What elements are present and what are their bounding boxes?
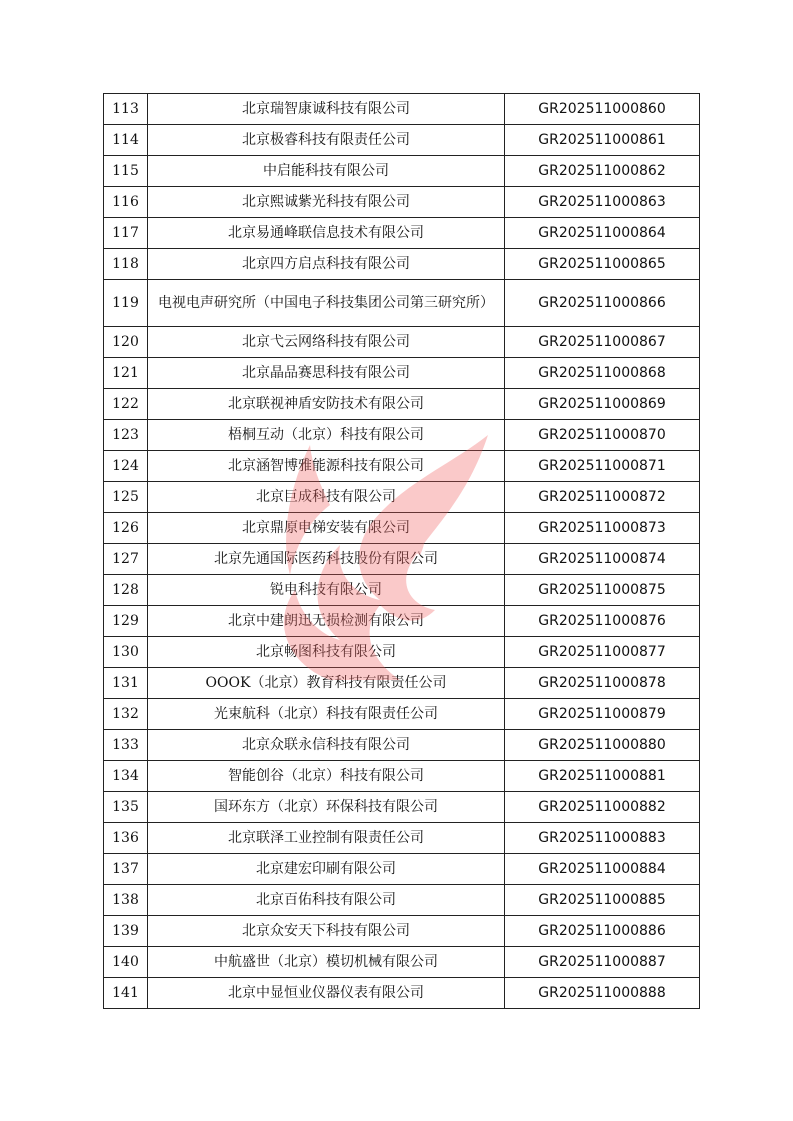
certificate-number: GR202511000863 — [505, 187, 700, 218]
table-row — [104, 668, 700, 699]
row-number: 121 — [104, 358, 148, 389]
certificate-number: GR202511000883 — [505, 823, 700, 854]
table-row — [104, 544, 700, 575]
company-name: 北京联视神盾安防技术有限公司 — [148, 389, 505, 420]
company-name: 北京百佑科技有限公司 — [148, 885, 505, 916]
row-number: 140 — [104, 947, 148, 978]
table-row — [104, 280, 700, 327]
company-name: 北京鼎原电梯安装有限公司 — [148, 513, 505, 544]
row-number: 135 — [104, 792, 148, 823]
certificate-number: GR202511000882 — [505, 792, 700, 823]
row-number: 136 — [104, 823, 148, 854]
certificate-number: GR202511000869 — [505, 389, 700, 420]
table-row — [104, 699, 700, 730]
certificate-number: GR202511000862 — [505, 156, 700, 187]
table-row — [104, 187, 700, 218]
certificate-number: GR202511000881 — [505, 761, 700, 792]
certificate-number: GR202511000864 — [505, 218, 700, 249]
row-number: 119 — [104, 280, 148, 327]
table-row — [104, 978, 700, 1009]
company-name: 北京畅图科技有限公司 — [148, 637, 505, 668]
row-number: 141 — [104, 978, 148, 1009]
row-number: 115 — [104, 156, 148, 187]
table-row — [104, 327, 700, 358]
company-name: 电视电声研究所（中国电子科技集团公司第三研究所） — [148, 280, 505, 327]
row-number: 132 — [104, 699, 148, 730]
row-number: 137 — [104, 854, 148, 885]
company-name: 北京弋云网络科技有限公司 — [148, 327, 505, 358]
certificate-number: GR202511000868 — [505, 358, 700, 389]
certificate-number: GR202511000874 — [505, 544, 700, 575]
table-row — [104, 947, 700, 978]
company-name: 智能创谷（北京）科技有限公司 — [148, 761, 505, 792]
row-number: 139 — [104, 916, 148, 947]
table-row — [104, 823, 700, 854]
table-row — [104, 854, 700, 885]
table-row — [104, 482, 700, 513]
certificate-number: GR202511000866 — [505, 280, 700, 327]
company-name: 北京中显恒业仪器仪表有限公司 — [148, 978, 505, 1009]
table-row — [104, 513, 700, 544]
table-row — [104, 389, 700, 420]
certificate-number: GR202511000867 — [505, 327, 700, 358]
table-row — [104, 358, 700, 389]
certificate-number: GR202511000888 — [505, 978, 700, 1009]
certificate-number: GR202511000886 — [505, 916, 700, 947]
certificate-number: GR202511000860 — [505, 94, 700, 125]
table-row — [104, 761, 700, 792]
row-number: 133 — [104, 730, 148, 761]
certificate-number: GR202511000861 — [505, 125, 700, 156]
row-number: 120 — [104, 327, 148, 358]
row-number: 113 — [104, 94, 148, 125]
company-name: 北京晶品赛思科技有限公司 — [148, 358, 505, 389]
row-number: 117 — [104, 218, 148, 249]
company-list-table — [103, 93, 700, 1009]
certificate-number: GR202511000872 — [505, 482, 700, 513]
company-name: 北京瑞智康诚科技有限公司 — [148, 94, 505, 125]
row-number: 126 — [104, 513, 148, 544]
company-name: 北京先通国际医药科技股份有限公司 — [148, 544, 505, 575]
certificate-number: GR202511000879 — [505, 699, 700, 730]
table-row — [104, 792, 700, 823]
table-row — [104, 451, 700, 482]
table-row — [104, 420, 700, 451]
company-name: 北京易通峰联信息技术有限公司 — [148, 218, 505, 249]
row-number: 122 — [104, 389, 148, 420]
row-number: 124 — [104, 451, 148, 482]
certificate-number: GR202511000887 — [505, 947, 700, 978]
company-name: 北京四方启点科技有限公司 — [148, 249, 505, 280]
row-number: 128 — [104, 575, 148, 606]
company-name: 北京众安天下科技有限公司 — [148, 916, 505, 947]
certificate-number: GR202511000884 — [505, 854, 700, 885]
company-name: 光束航科（北京）科技有限责任公司 — [148, 699, 505, 730]
company-name: OOOK（北京）教育科技有限责任公司 — [148, 668, 505, 699]
certificate-number: GR202511000870 — [505, 420, 700, 451]
certificate-number: GR202511000865 — [505, 249, 700, 280]
certificate-number: GR202511000876 — [505, 606, 700, 637]
table-body — [104, 94, 700, 1009]
table-row — [104, 125, 700, 156]
company-name: 北京联泽工业控制有限责任公司 — [148, 823, 505, 854]
table-row — [104, 575, 700, 606]
company-name: 北京众联永信科技有限公司 — [148, 730, 505, 761]
table-row — [104, 156, 700, 187]
table-row — [104, 249, 700, 280]
row-number: 130 — [104, 637, 148, 668]
certificate-number: GR202511000880 — [505, 730, 700, 761]
certificate-number: GR202511000875 — [505, 575, 700, 606]
certificate-number: GR202511000885 — [505, 885, 700, 916]
row-number: 129 — [104, 606, 148, 637]
company-name: 中启能科技有限公司 — [148, 156, 505, 187]
row-number: 127 — [104, 544, 148, 575]
company-name: 北京熙诚紫光科技有限公司 — [148, 187, 505, 218]
certificate-number: GR202511000871 — [505, 451, 700, 482]
company-name: 北京建宏印刷有限公司 — [148, 854, 505, 885]
certificate-number: GR202511000878 — [505, 668, 700, 699]
company-name: 北京极睿科技有限责任公司 — [148, 125, 505, 156]
table-row — [104, 606, 700, 637]
table-row — [104, 885, 700, 916]
table-row — [104, 94, 700, 125]
table-row — [104, 637, 700, 668]
company-name: 梧桐互动（北京）科技有限公司 — [148, 420, 505, 451]
table-row — [104, 218, 700, 249]
row-number: 123 — [104, 420, 148, 451]
company-name: 北京中建朗迅无损检测有限公司 — [148, 606, 505, 637]
row-number: 114 — [104, 125, 148, 156]
row-number: 131 — [104, 668, 148, 699]
company-name: 北京巨成科技有限公司 — [148, 482, 505, 513]
row-number: 125 — [104, 482, 148, 513]
certificate-number: GR202511000873 — [505, 513, 700, 544]
table-row — [104, 916, 700, 947]
company-name: 中航盛世（北京）模切机械有限公司 — [148, 947, 505, 978]
certificate-number: GR202511000877 — [505, 637, 700, 668]
row-number: 118 — [104, 249, 148, 280]
company-name: 北京涵智博雅能源科技有限公司 — [148, 451, 505, 482]
company-name: 国环东方（北京）环保科技有限公司 — [148, 792, 505, 823]
company-name: 锐电科技有限公司 — [148, 575, 505, 606]
row-number: 134 — [104, 761, 148, 792]
row-number: 138 — [104, 885, 148, 916]
row-number: 116 — [104, 187, 148, 218]
table-row — [104, 730, 700, 761]
